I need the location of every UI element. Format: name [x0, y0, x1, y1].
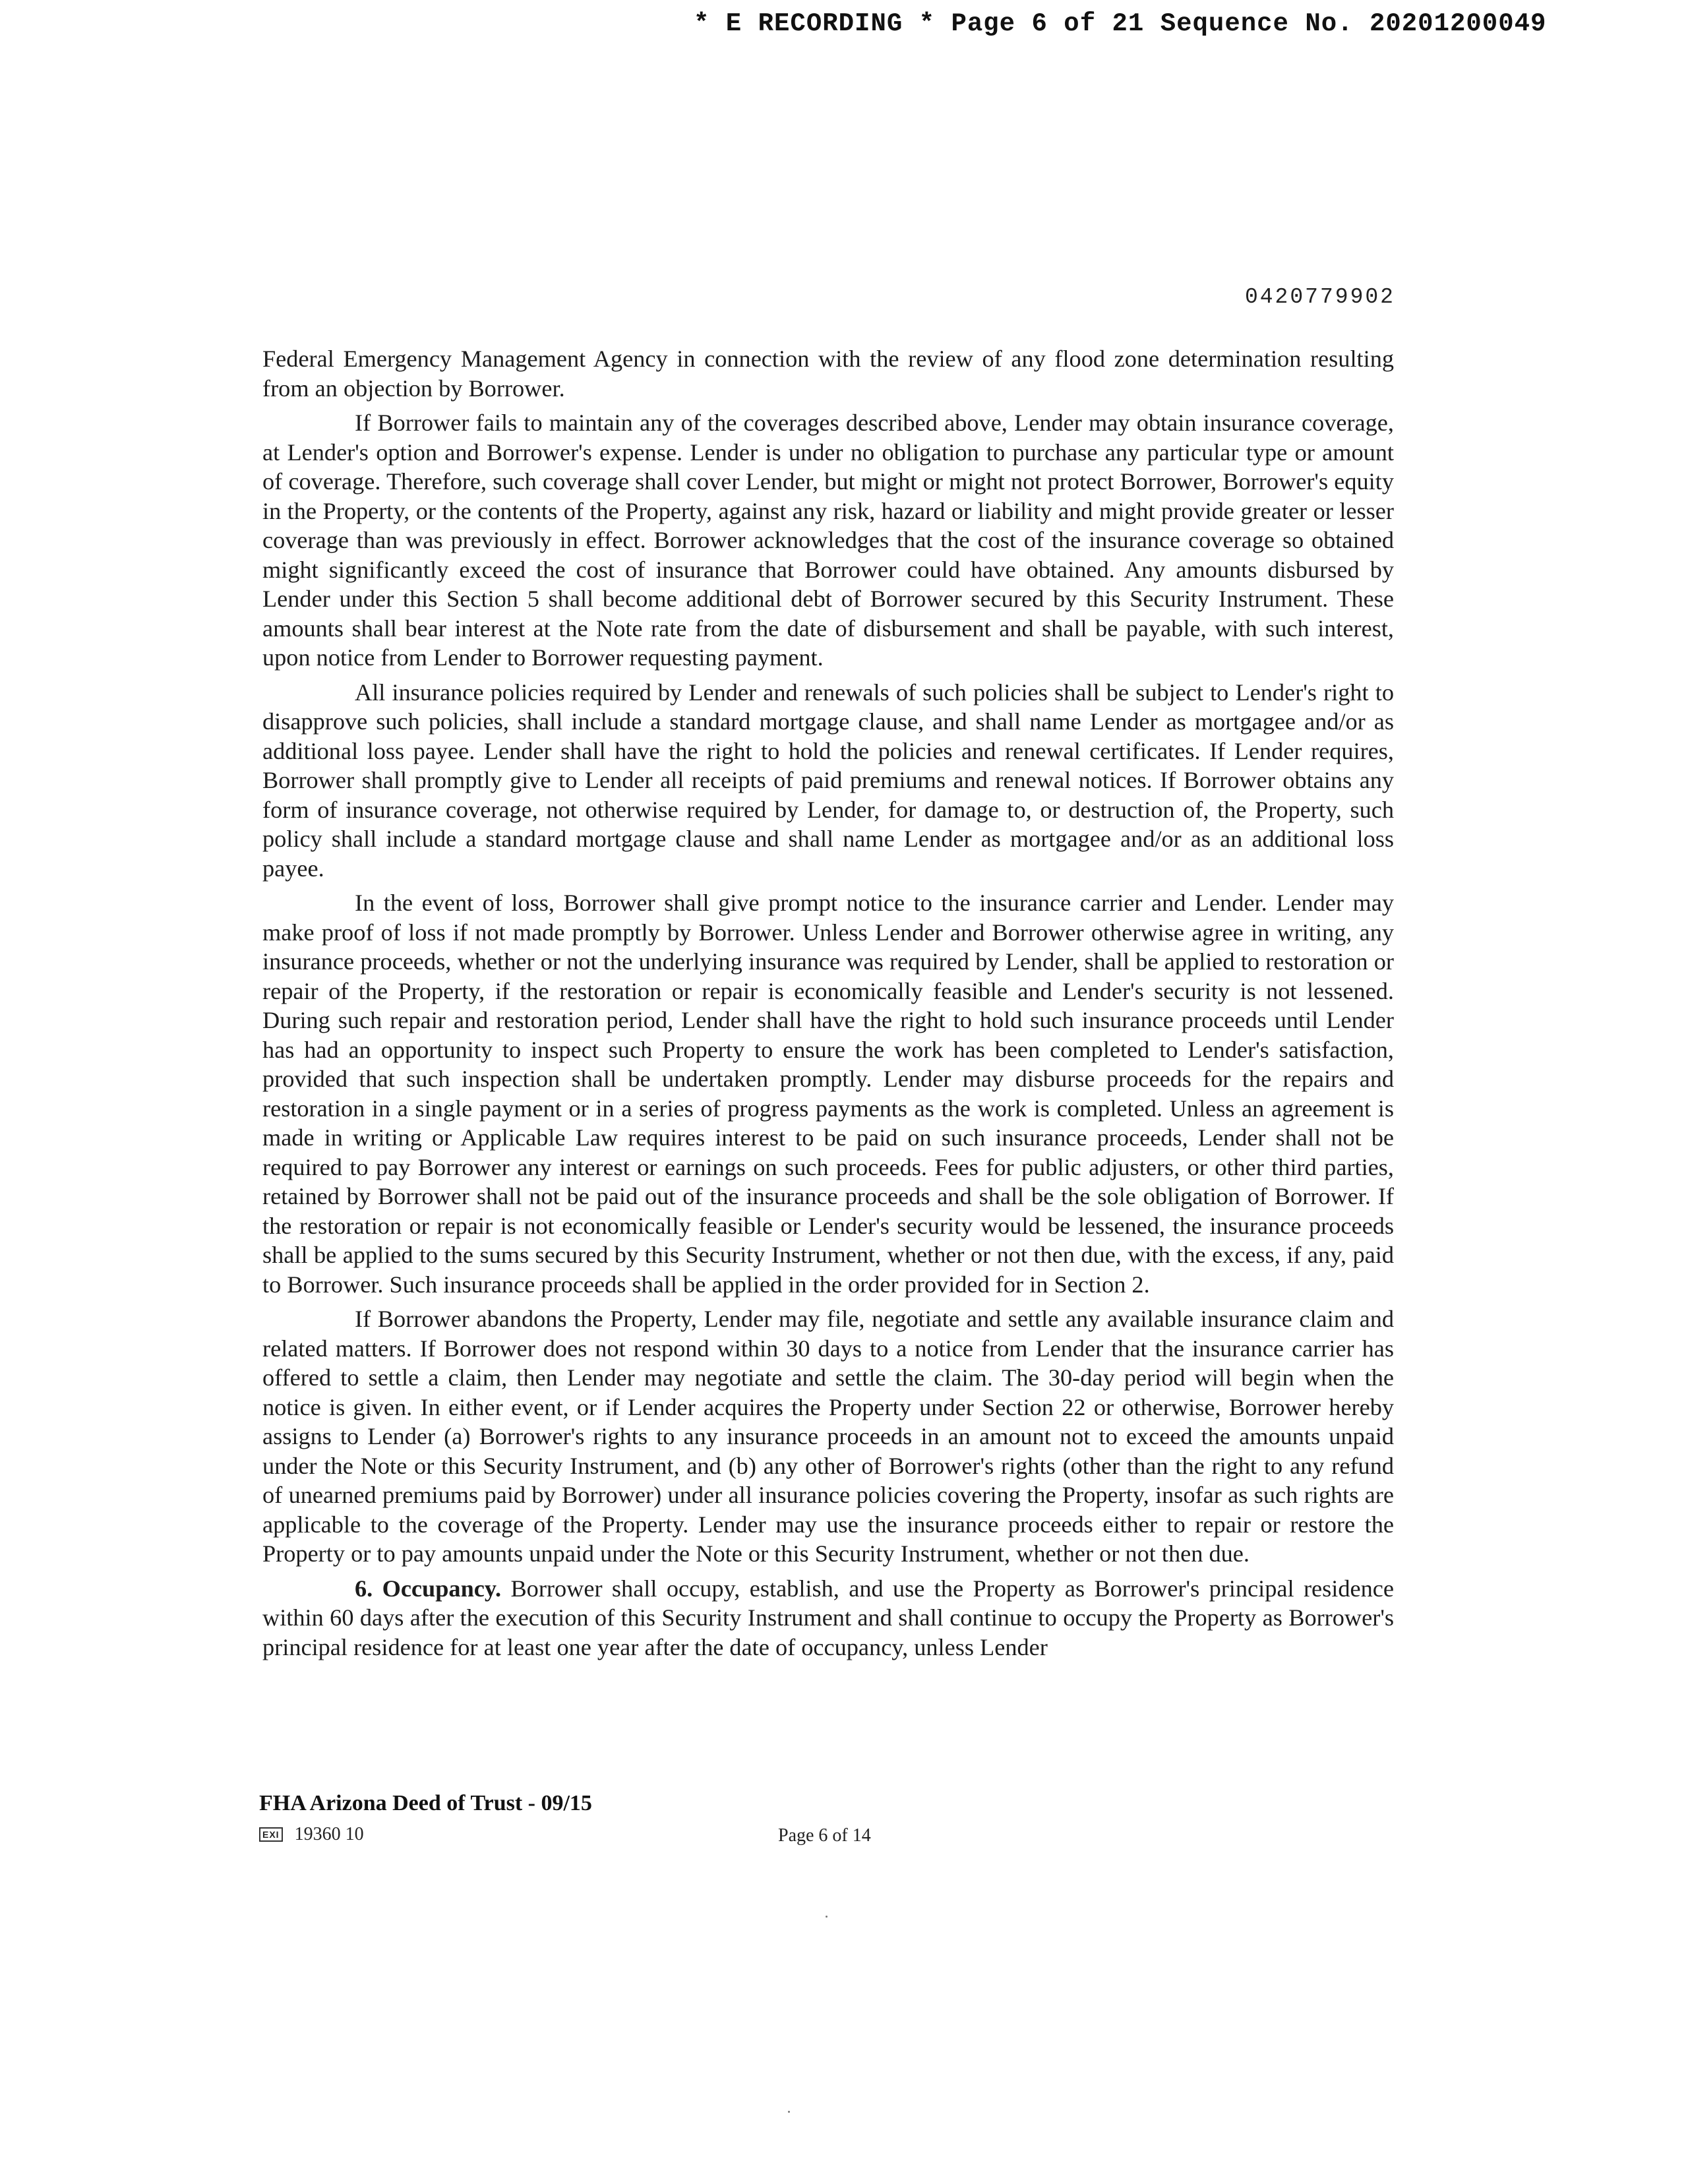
section-heading-occupancy: 6. Occupancy.: [355, 1575, 502, 1602]
paragraph-abandonment: [262, 1304, 1394, 1569]
paragraph-text: If Borrower fails to maintain any of the coverages described above, Lender may obtain insurance coverage, at Lender's option and Borrower's expense. Lender is under no obligation to purchase any particular type or amount of coverage. Therefore, such coverage shall cover Lender, but might or might not protect Borrower, Borrower's equity in the Property, or the contents of the Property, against any risk, hazard or liability and might provide greater or lesser coverage than was previously in effect. Borrower acknowledges that the cost of the insurance coverage so obtained might significantly exceed the cost of insurance that Borrower could have obtained. Any amounts disbursed by Lender under this Section 5 shall become additional debt of Borrower secured by this Security Instrument. These amounts shall bear interest at the Note rate from the date of disbursement and shall be payable, with such interest, upon notice from Lender to Borrower requesting payment.: [262, 410, 1394, 671]
paragraph-event-of-loss: [262, 888, 1394, 1299]
document-body: [262, 344, 1394, 1667]
paragraph-text: If Borrower abandons the Property, Lender may file, negotiate and settle any available insurance claim and related matters. If Borrower does not respond within 30 days to a notice from Lender that the insurance carrier has offered to settle a claim, then Lender may negotiate and settle the claim. The 30-day period will begin when the notice is given. In either event, or if Lender acquires the Property under Section 22 or otherwise, Borrower hereby assigns to Lender (a) Borrower's rights to any insurance proceeds in an amount not to exceed the amounts unpaid under the Note or this Security Instrument, and (b) any other of Borrower's rights (other than the right to any refund of unearned premiums paid by Borrower) under all insurance policies covering the Property, insofar as such rights are applicable to the coverage of the Property. Lender may use the insurance proceeds either to repair or restore the Property or to pay amounts unpaid under the Note or this Security Instrument, whether or not then due.: [262, 1306, 1394, 1567]
page-number: Page 6 of 14: [778, 1825, 871, 1846]
scan-speck: [826, 1916, 828, 1918]
paragraph-text: Federal Emergency Management Agency in connection with the review of any flood zone determination resulting from an objection by Borrower.: [262, 346, 1394, 402]
form-code: 19360 10: [294, 1824, 364, 1844]
paragraph-text: Borrower shall occupy, establish, and use the Property as Borrower's principal residence within 60 days after the execution of this Security Instrument and shall continue to occupy the Property as Borrower's principal residence for at least one year after the date of occupancy, unless Lender: [262, 1575, 1394, 1660]
recording-stamp: * E RECORDING * Page 6 of 21 Sequence No. 20201200049: [694, 9, 1547, 38]
paragraph-coverage-failure: [262, 408, 1394, 673]
paragraph-flood-zone: [262, 344, 1394, 403]
paragraph-text: In the event of loss, Borrower shall give prompt notice to the insurance carrier and Lender. Lender may make proof of loss if not made promptly by Borrower. Unless Lender and Borrower otherwise agree in writing, any insurance proceeds, whether or not the underlying insurance was required by Lender, shall be applied to restoration or repair of the Property, if the restoration or repair is economically feasible and Lender's security is not lessened. During such repair and restoration period, Lender shall have the right to hold such insurance proceeds until Lender has had an opportunity to inspect such Property to ensure the work has been completed to Lender's satisfaction, provided that such inspection shall be undertaken promptly. Lender may disburse proceeds for the repairs and restoration in a single payment or in a series of progress payments as the work is completed. Unless an agreement is made in writing or Applicable Law requires interest to be paid on such insurance proceeds, Lender shall not be required to pay Borrower any interest or earnings on such proceeds. Fees for public adjusters, or other third parties, retained by Borrower shall not be paid out of the insurance proceeds and shall be the sole obligation of Borrower. If the restoration or repair is not economically feasible or Lender's security would be lessened, the insurance proceeds shall be applied to the sums secured by this Security Instrument, whether or not then due, with the excess, if any, paid to Borrower. Such insurance proceeds shall be applied in the order provided for in Section 2.: [262, 890, 1394, 1298]
scan-speck: [788, 2111, 790, 2113]
form-code-line: [259, 1824, 364, 1845]
paragraph-occupancy: [262, 1574, 1394, 1662]
paragraph-text: All insurance policies required by Lender and renewals of such policies shall be subject to Lender's right to disapprove such policies, shall include a standard mortgage clause, and shall name Lender as mortgagee and/or as additional loss payee. Lender shall have the right to hold the policies and renewal certificates. If Lender requires, Borrower shall promptly give to Lender all receipts of paid premiums and renewal notices. If Borrower obtains any form of insurance coverage, not otherwise required by Lender, for damage to, or destruction of, the Property, such policy shall include a standard mortgage clause and shall name Lender as mortgagee and/or as an additional loss payee.: [262, 679, 1394, 882]
loan-number: 0420779902: [1244, 285, 1395, 309]
paragraph-insurance-policies: [262, 678, 1394, 884]
form-logo: EXI: [259, 1827, 283, 1842]
form-title: FHA Arizona Deed of Trust - 09/15: [259, 1791, 592, 1815]
